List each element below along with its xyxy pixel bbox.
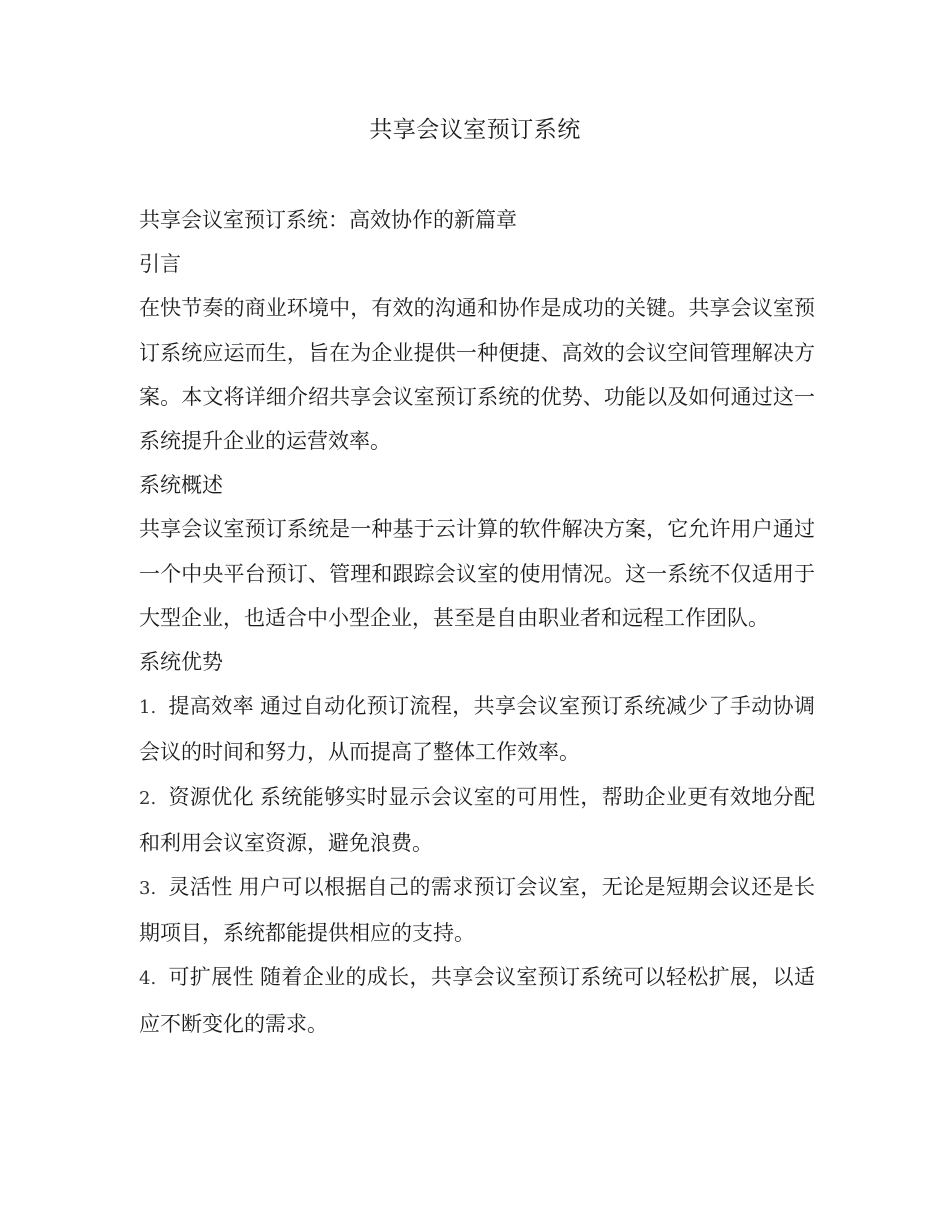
- overview-heading: 系统概述: [139, 473, 223, 498]
- advantage-number: 4.: [139, 968, 157, 990]
- advantage-term: 可扩展性: [168, 965, 254, 990]
- advantage-number: 3.: [139, 878, 157, 900]
- advantages-list: [139, 684, 815, 1046]
- document-title: 共享会议室预订系统: [369, 117, 581, 143]
- advantage-text: 系统能够实时显示会议室的可用性，帮助企业更有效地分配和利用会议室资源，避免浪费。: [139, 784, 816, 855]
- advantage-item: [139, 955, 815, 1045]
- advantage-term: 资源优化: [168, 784, 254, 809]
- advantage-number: 2.: [139, 787, 157, 809]
- advantage-item: [139, 684, 815, 774]
- advantage-text: 通过自动化预订流程，共享会议室预订系统减少了手动协调会议的时间和努力，从而提高了整体工作效率。: [139, 694, 816, 765]
- advantage-text: 随着企业的成长，共享会议室预订系统可以轻松扩展，以适应不断变化的需求。: [139, 965, 816, 1036]
- advantage-term: 提高效率: [168, 694, 254, 719]
- advantages-heading: 系统优势: [139, 650, 223, 675]
- intro-paragraph: 在快节奏的商业环境中，有效的沟通和协作是成功的关键。共享会议室预订系统应运而生，旨在为企业提供一种便捷、高效的会议空间管理解决方案。本文将详细介绍共享会议室预订系统的优势、功能以及如何通过这一系统提升企业的运营效率。: [139, 296, 815, 454]
- intro-heading: 引言: [139, 252, 181, 277]
- advantage-number: 1.: [139, 697, 157, 719]
- advantage-text: 用户可以根据自己的需求预订会议室，无论是短期会议还是长期项目，系统都能提供相应的支持。: [139, 875, 816, 946]
- document-body: [139, 198, 815, 1046]
- advantage-item: [139, 775, 815, 865]
- overview-paragraph: 共享会议室预订系统是一种基于云计算的软件解决方案，它允许用户通过一个中央平台预订、管理和跟踪会议室的使用情况。这一系统不仅适用于大型企业，也适合中小型企业，甚至是自由职业者和远程工作团队。: [139, 517, 815, 630]
- advantage-item: [139, 865, 815, 955]
- advantage-term: 灵活性: [168, 875, 233, 900]
- document-subtitle: 共享会议室预订系统：高效协作的新篇章: [139, 208, 517, 232]
